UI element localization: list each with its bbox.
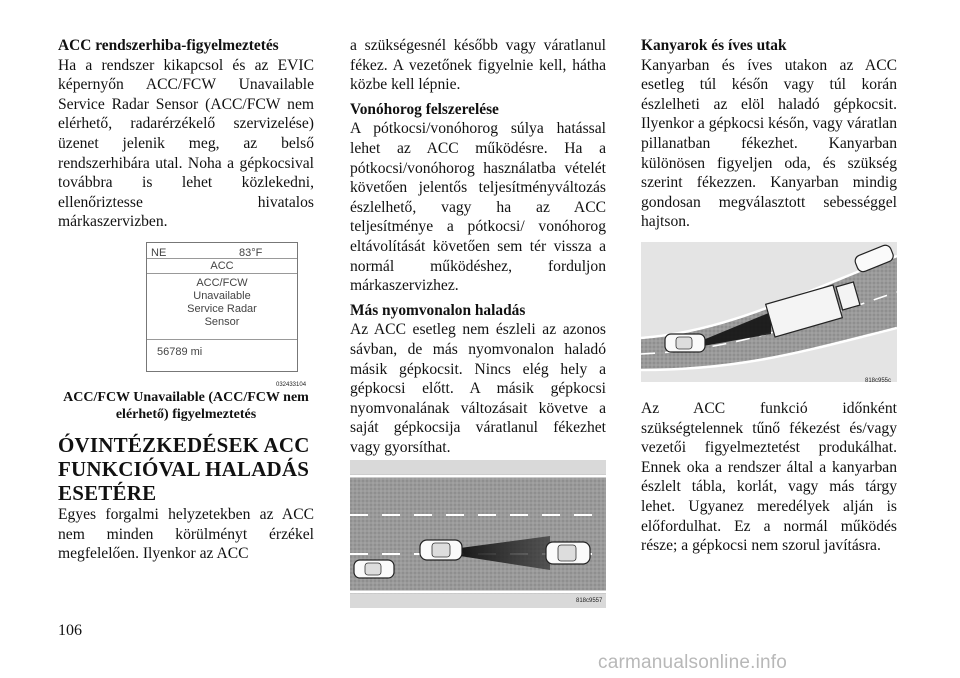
curve-road-figure — [641, 242, 897, 382]
paragraph: Az ACC funkció időnként szükségtelennek tűnő fékezést és/vagy vezetői figyelmeztetést produkálhat. Ennek oka a rendszer által a kanyarban észlelt tábla, korlát, vagy más tárgy lehet. Ugyanez meredélyek alján is előfordulhat. Ez a normál működés része; a gépkocsi nem szorul javításra. — [641, 399, 897, 555]
curve-road-illustration — [641, 242, 897, 382]
column-right — [641, 36, 897, 556]
paragraph: Kanyarban és íves utakon az ACC esetleg túl későn vagy túl korán észlelheti az elöl haladó gépkocsit. Ilyenkor a gépkocsi későn, vagy váratlan pillanatban fékezhet. Kanyarban különösen figyeljen oda, és szükség szerint fékezzen. Kanyarban mindig gondosan megválasztott sebességgel hajtson. — [641, 56, 897, 231]
host-car — [665, 334, 705, 352]
column-left — [58, 36, 314, 564]
paragraph: Az ACC esetleg nem észleli az azonos sávban, de más nyomvonalon haladó másik gépkocsit. Nincs elég hely a gépkocsi előtt. A másik gépkocsi nyomvonalának változásait követve a saját gépkocsija váratlanul fékezhet vagy gyorsíthat. — [350, 321, 606, 456]
paragraph: a szükségesnél később vagy váratlanul fékez. A vezetőnek figyelnie kell, hátha közbe kell lépnie. — [350, 37, 606, 94]
compass-heading: NE — [151, 246, 167, 259]
host-car — [420, 540, 462, 560]
section-title: ÓVINTÉZKEDÉSEK ACC FUNKCIÓVAL HALADÁS ESETÉRE — [58, 432, 310, 505]
paragraph: Egyes forgalmi helyzetekben az ACC nem minden körülményt érzékel megfelelően. Ilyenkor az ACC — [58, 505, 314, 563]
figure-code: 818c9557 — [576, 598, 603, 604]
temperature: 83°F — [239, 246, 263, 259]
display-divider — [147, 339, 297, 341]
evic-display-figure — [58, 242, 314, 386]
odometer: 56789 mi — [157, 345, 203, 358]
offset-path-figure — [350, 460, 606, 608]
evic-display — [146, 242, 298, 372]
column-middle — [350, 36, 606, 457]
display-message — [147, 277, 297, 329]
figure-caption: ACC/FCW Unavailable (ACC/FCW nem elérhető) figyelmeztetés — [63, 389, 309, 422]
paragraph: A pótkocsi/vonóhorog súlya hatással lehet az ACC működésre. Ha a pótkocsi/vonóhorog használatba vételét követően jelentős teljesítményváltozás észlelhető, vagy ha az ACC teljesítménye a pótkocsi/ vonóhorog eltávolítását követően sem tér vissza a normál működéshez, forduljon márkaszervizhez. — [350, 120, 606, 295]
watermark: carmanualsonline.info — [598, 652, 788, 673]
figure-code: 032433104 — [276, 381, 307, 388]
section-heading: Más nyomvonalon haladás — [350, 301, 526, 319]
message-line: Unavailable — [193, 289, 251, 302]
figure-code: 818c955c — [865, 377, 892, 384]
message-line: ACC/FCW — [196, 276, 248, 289]
display-mode: ACC — [147, 259, 297, 274]
section-heading: Kanyarok és íves utak — [641, 37, 787, 54]
target-car — [546, 542, 590, 564]
section-heading: Vonóhorog felszerelése — [350, 100, 499, 118]
message-line: Service Radar — [187, 302, 257, 315]
display-header — [147, 243, 297, 259]
section-heading: ACC rendszerhiba-figyelmeztetés — [58, 37, 279, 54]
page-number: 106 — [58, 622, 82, 639]
paragraph: Ha a rendszer kikapcsol és az EVIC képernyőn ACC/FCW Unavailable Service Radar Sensor (ACC/FCW nem elérhető, radarérzékelő szervizelése) üzenet jelenik meg, az belső rendszerhibára utal. Noha a gépkocsival továbbra is lehet közlekedni, ellenőriztesse hivatalos márkaszervizben. — [58, 56, 314, 231]
message-line: Sensor — [204, 315, 240, 328]
side-car — [354, 560, 394, 578]
road-illustration — [350, 460, 606, 608]
